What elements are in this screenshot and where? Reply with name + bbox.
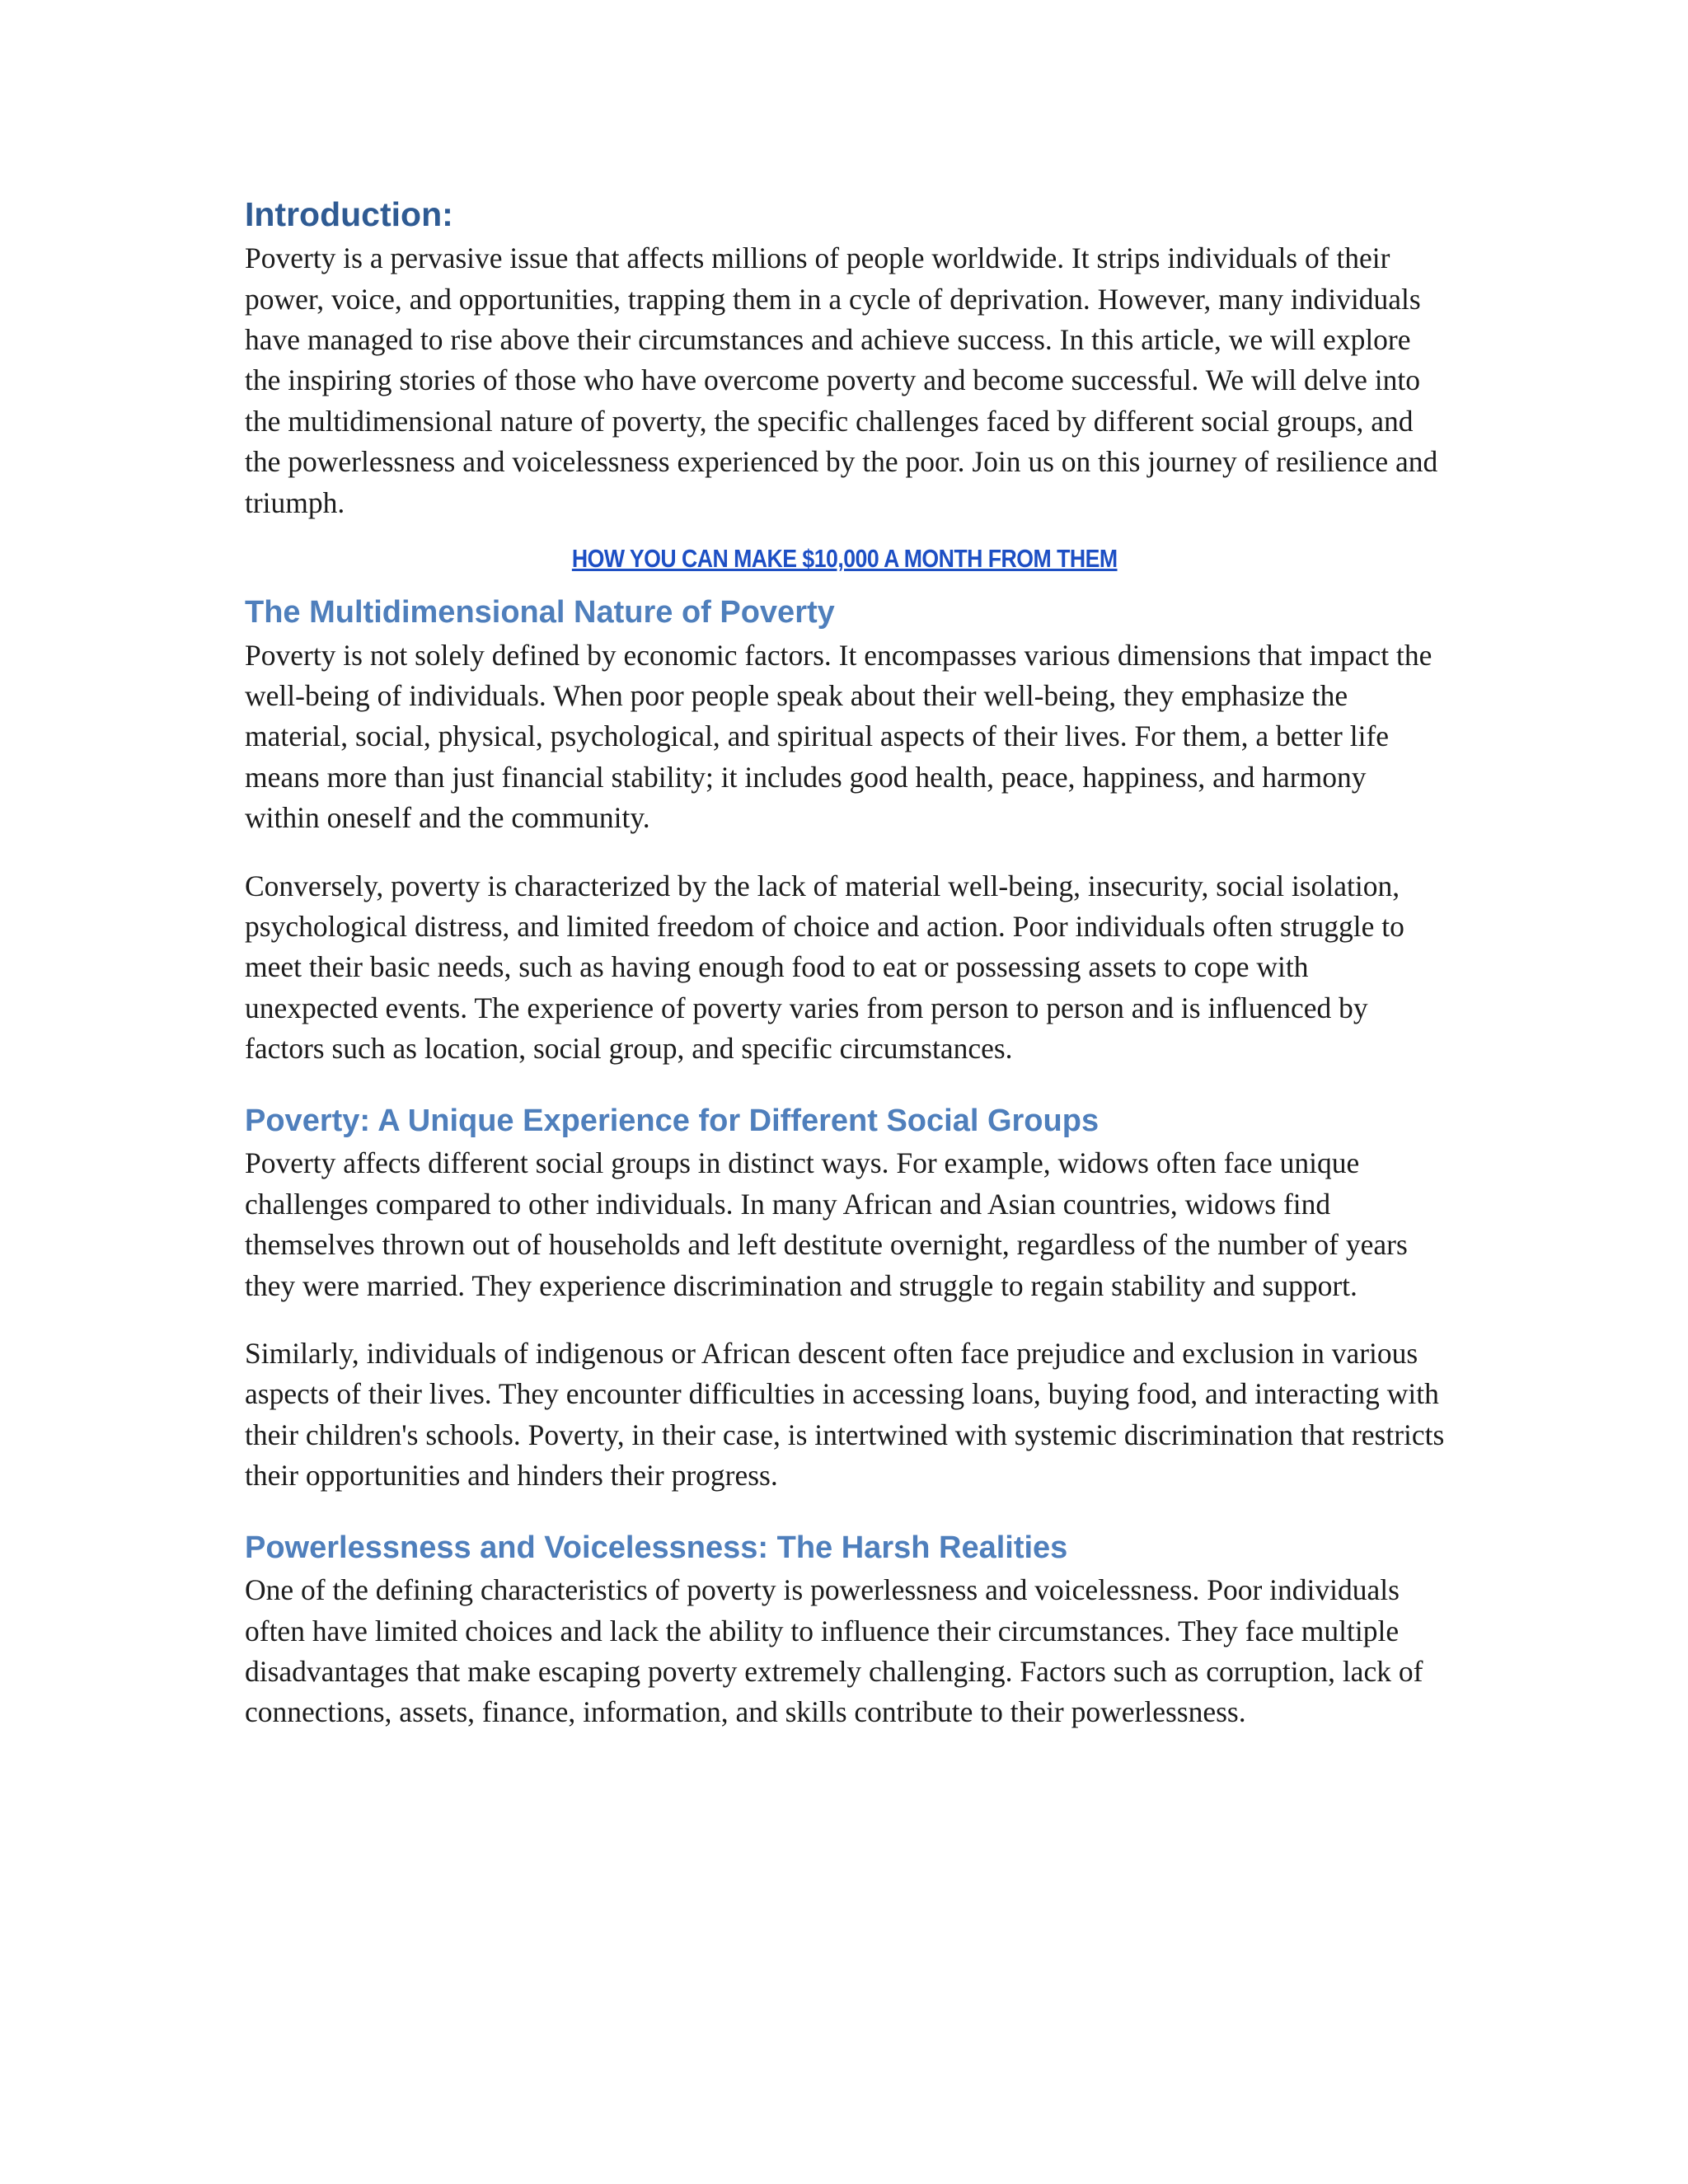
section-1-paragraph-1: Poverty is not solely defined by economic factors. It encompasses various dimensions that impact the well-being of individuals. When poor people speak about their well-being, they emphasize the material, social, physical, psychological, and spiritual aspects of their lives. For them, a better life means more than just financial stability; it includes good health, peace, happiness, and harmony within oneself and the community. [245,638,1432,835]
section-1-paragraph-2: Conversely, poverty is characterized by the lack of material well-being, insecurity, social isolation, psychological distress, and limited freedom of choice and action. Poor individuals often struggle to meet their basic needs, such as having enough food to eat or possessing assets to cope with unexpected events. The experience of poverty varies from person to person and is influenced by factors such as location, social group, and specific circumstances. [245,869,1404,1066]
section-2-paragraph-1: Poverty affects different social groups in distinct ways. For example, widows often face unique challenges compared to other individuals. In many African and Asian countries, widows find themselves thrown out of households and left destitute overnight, regardless of the number of years they were married. They experience discrimination and struggle to regain stability and support. [245,1146,1408,1302]
section-heading-multidimensional: The Multidimensional Nature of Poverty [245,595,835,630]
intro-paragraph: Poverty is a pervasive issue that affects millions of people worldwide. It strips individuals of their power, voice, and opportunities, trapping them in a cycle of deprivation. However, many individuals have managed to rise above their circumstances and achieve success. In this article, we will explore the inspiring stories of those who have overcome poverty and become successful. We will delve into the multidimensional nature of poverty, the specific challenges faced by different social groups, and the powerlessness and voicelessness experienced by the poor. Join us on this journey of resilience and triumph. [245,241,1438,519]
section-3-paragraph-1: One of the defining characteristics of poverty is powerlessness and voicelessness. Poor individuals often have limited choices and lack the ability to influence their circumstances. They face multiple disadvantages that make escaping poverty extremely challenging. Factors such as corruption, lack of connections, assets, finance, information, and skills contribute to their powerlessness. [245,1573,1423,1729]
document-page [245,194,1445,1733]
section-heading-social-groups: Poverty: A Unique Experience for Different Social Groups [245,1103,1100,1138]
intro-heading: Introduction: [245,195,453,233]
promo-link[interactable]: HOW YOU CAN MAKE $10,000 A MONTH FROM THEM [572,544,1118,574]
section-heading-powerlessness: Powerlessness and Voicelessness: The Harsh Realities [245,1530,1068,1565]
section-2-paragraph-2: Similarly, individuals of indigenous or African descent often face prejudice and exclusion in various aspects of their lives. They encounter difficulties in accessing loans, buying food, and interacting with their children's schools. Poverty, in their case, is intertwined with systemic discrimination that restricts their opportunities and hinders their progress. [245,1336,1445,1493]
promo-link-container [245,523,1445,594]
